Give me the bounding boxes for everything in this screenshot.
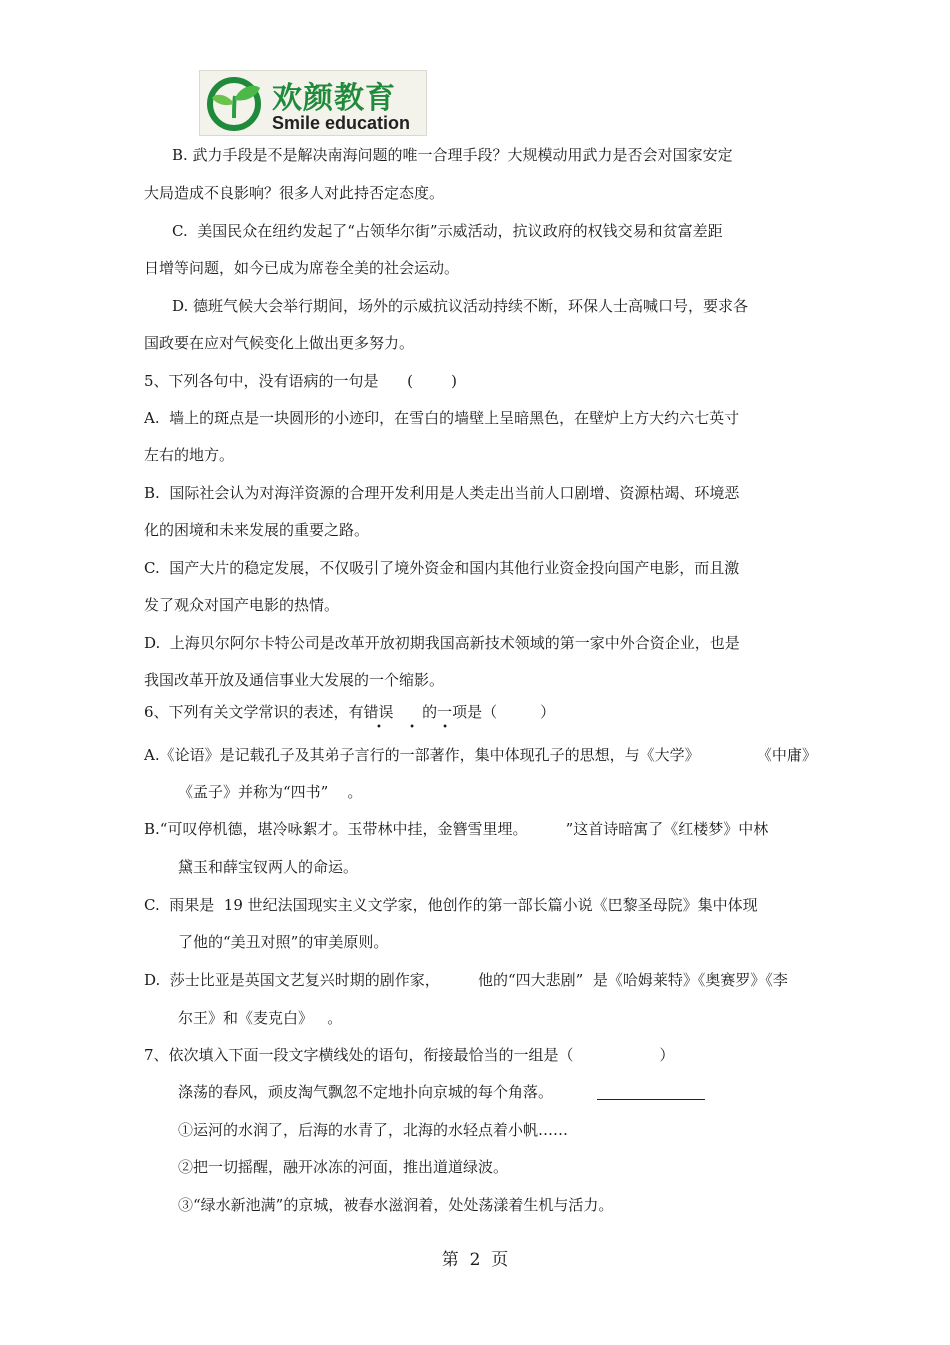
text-line-q6: 6、下列有关文学常识的表述，有错误 的一项是（ ） <box>144 703 556 721</box>
text-line-q5: 5、下列各句中，没有语病的一句是 ( ) <box>144 372 458 390</box>
text-line-b2: 大局造成不良影响？很多人对此持否定态度。 <box>144 184 445 202</box>
text-line-q5a1: A. 墙上的斑点是一块圆形的小迹印，在雪白的墙壁上呈暗黑色，在壁炉上方大约六七英寸 <box>144 409 740 427</box>
fill-in-blank-line <box>597 1099 705 1100</box>
text-line-q5d2: 我国改革开放及通信事业大发展的一个缩影。 <box>144 671 445 689</box>
text-line-q6c1: C. 雨果是 19 世纪法国现实主义文学家，他创作的第一部长篇小说《巴黎圣母院》集中体现 <box>144 896 758 914</box>
logo-text-en: Smile education <box>272 113 411 133</box>
text-line-d2: 国政要在应对气候变化上做出更多努力。 <box>144 334 415 352</box>
brand-logo <box>199 70 427 136</box>
text-line-q5c1: C. 国产大片的稳定发展，不仅吸引了境外资金和国内其他行业资金投向国产电影，而且激 <box>144 559 740 577</box>
text-line-q6d2: 尔王》和《麦克白》 。 <box>178 1009 343 1027</box>
text-line-q5d1: D. 上海贝尔阿尔卡特公司是改革开放初期我国高新技术领域的第一家中外合资企业，也是 <box>144 634 740 652</box>
text-line-q6a2: 《孟子》并称为“四书” 。 <box>178 783 363 801</box>
text-line-q5b1: B. 国际社会认为对海洋资源的合理开发利用是人类走出当前人口剧增、资源枯竭、环境恶 <box>144 484 740 502</box>
text-line-q5a2: 左右的地方。 <box>144 446 235 464</box>
sprout-leaf-icon <box>204 74 268 132</box>
text-line-q7o1: ①运河的水润了，后海的水青了，北海的水轻点着小帆…… <box>178 1121 569 1139</box>
text-line-q6b1: B.“可叹停机德，堪冷咏絮才。玉带林中挂，金簪雪里埋。 ”这首诗暗寓了《红楼梦》中林 <box>144 820 769 838</box>
text-line-q6b2: 黛玉和薛宝钗两人的命运。 <box>178 858 359 876</box>
text-line-d1: D. 德班气候大会举行期间，场外的示威抗议活动持续不断，环保人士高喊口号，要求各 <box>172 297 749 315</box>
text-line-q7p: 涤荡的春风，顽皮淘气飘忽不定地扑向京城的每个角落。 <box>178 1083 554 1101</box>
text-line-c2: 日增等问题，如今已成为席卷全美的社会运动。 <box>144 259 460 277</box>
text-line-q7o3: ③“绿水新池满”的京城，被春水滋润着，处处荡漾着生机与活力。 <box>178 1196 614 1214</box>
text-line-q6c2: 了他的“美丑对照”的审美原则。 <box>178 933 389 951</box>
page-number: 第 2 页 <box>441 1250 509 1270</box>
text-line-q5c2: 发了观众对国产电影的热情。 <box>144 596 340 614</box>
text-line-q6d1: D. 莎士比亚是英国文艺复兴时期的剧作家， 他的“四大悲剧” 是《哈姆莱特》《奥赛罗》《李 <box>144 971 788 989</box>
text-line-b1: B. 武力手段是不是解决南海问题的唯一合理手段？大规模动用武力是否会对国家安定 <box>172 146 733 164</box>
text-line-q5b2: 化的困境和未来发展的重要之路。 <box>144 521 370 539</box>
logo-text-cn: 欢颜教育 <box>272 81 396 116</box>
text-line-c1: C. 美国民众在纽约发起了“占领华尔街”示威活动，抗议政府的权钱交易和贫富差距 <box>172 222 723 240</box>
emphasis-dots: • • • <box>376 722 461 733</box>
text-line-q6a1: A.《论语》是记载孔子及其弟子言行的一部著作，集中体现孔子的思想，与《大学》 《中庸》 <box>144 746 817 764</box>
text-line-q7: 7、依次填入下面一段文字横线处的语句，衔接最恰当的一组是（ ） <box>144 1046 675 1064</box>
text-line-q7o2: ②把一切摇醒，融开冰冻的河面，推出道道绿波。 <box>178 1158 509 1176</box>
